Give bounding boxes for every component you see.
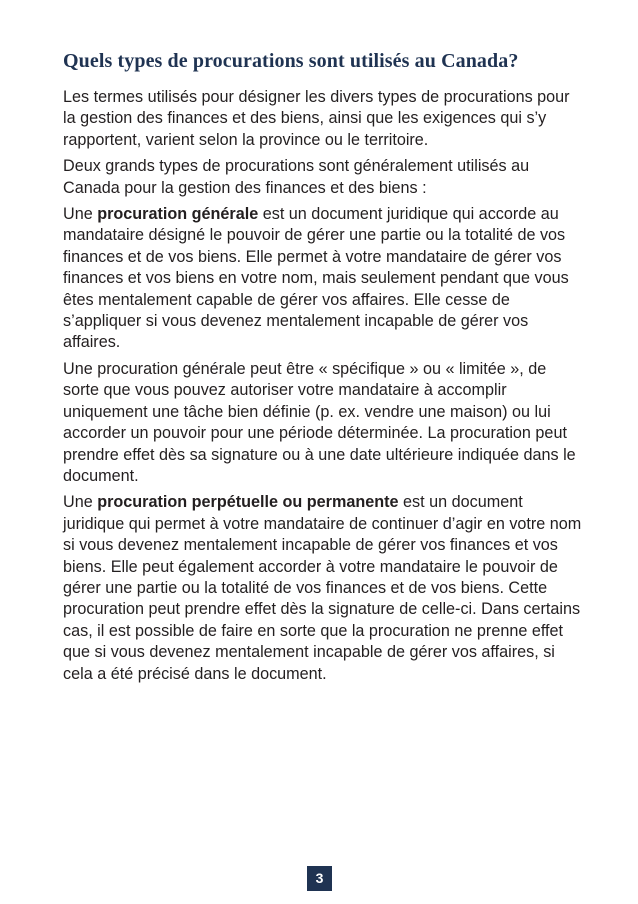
paragraph-prefix: Une [63,205,98,224]
paragraph-general-poa [63,204,583,354]
paragraph-prefix: Une [63,493,98,512]
term-general-poa: procuration générale [97,205,259,224]
document-page [63,48,583,690]
page-title: Quels types de procurations sont utilisés au Canada? [63,50,519,72]
paragraph-specific-limited: Une procuration générale peut être « spécifique » ou « limitée », de sorte que vous pouvez autoriser votre mandataire à accomplir uniquement une tâche bien définie (p. ex. vendre une maison) ou lui accorder un pouvoir pour une période déterminée. La procuration peut prendre effet dès sa signature ou à une date ultérieure indiquée dans le document. [63,359,576,485]
term-continuing-poa: procuration perpétuelle ou permanente [97,493,399,512]
paragraph-intro: Les termes utilisés pour désigner les divers types de procurations pour la gestion des finances et des biens, ainsi que les exigences qui s’y rapportent, varient selon la province ou le territoire. [63,88,570,149]
page-number-badge: 3 [307,866,332,891]
paragraph-two-types: Deux grands types de procurations sont généralement utilisés au Canada pour la gestion des finances et des biens : [63,157,530,197]
paragraph-text: est un document juridique qui accorde au mandataire désigné le pouvoir de gérer une partie ou la totalité de vos finances et de vos biens. Elle permet à votre mandataire de gérer vos finances et vos biens en votre nom, mais seulement pendant que vous êtes mentalement capable de gérer vos affaires. Elle cesse de s’appliquer si vous devenez mentalement incapable de gérer vos affaires. [63,205,569,352]
paragraph-text: est un document juridique qui permet à votre mandataire de continuer d’agir en votre nom si vous devenez mentalement incapable de gérer vos finances et vos biens. Elle peut également accorder à votre mandataire le pouvoir de gérer une partie ou la totalité de vos finances et de vos biens. Cette procuration peut prendre effet dès la signature de celle-ci. Dans certains cas, il est possible de faire en sorte que la procuration ne prenne effet que si vous devenez mentalement incapable de gérer vos affaires, si cela a été précisé dans le document. [63,493,582,683]
paragraph-continuing-poa [63,492,583,685]
